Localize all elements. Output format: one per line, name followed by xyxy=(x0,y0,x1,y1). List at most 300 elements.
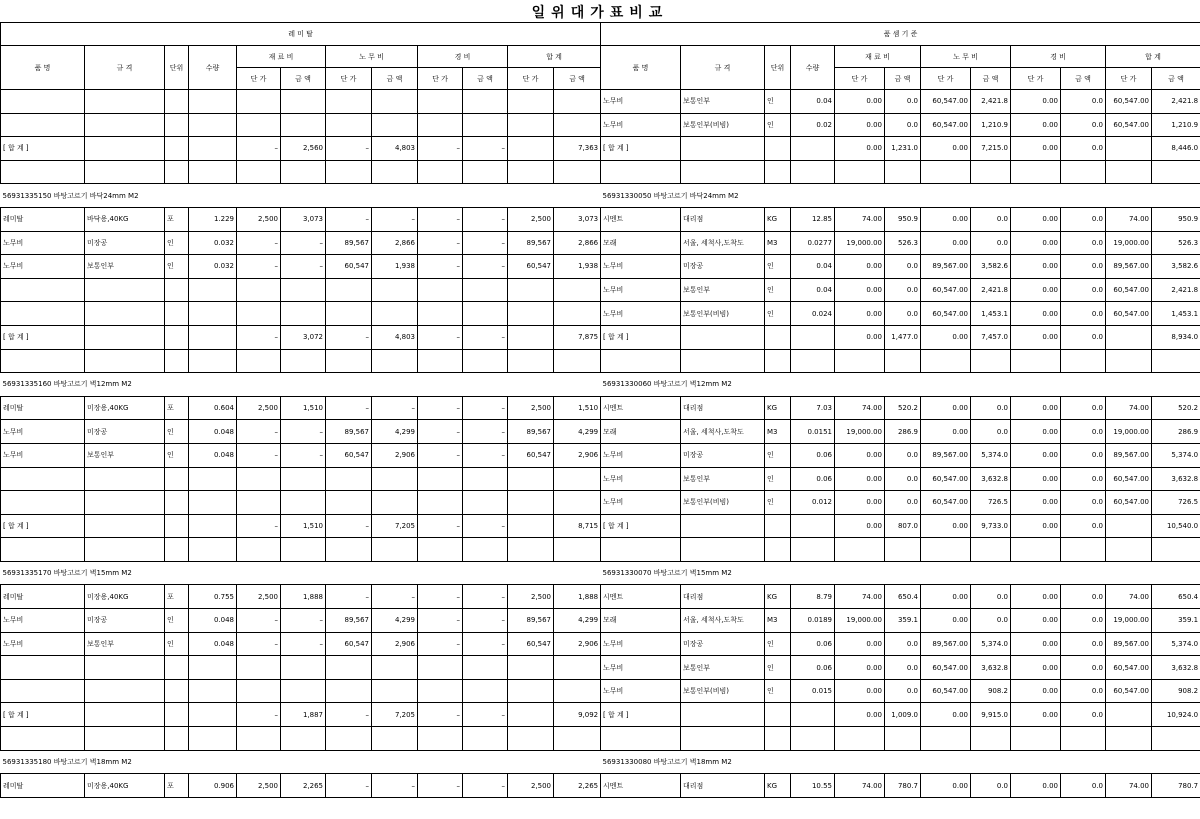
table-cell xyxy=(601,349,681,373)
table-cell: – xyxy=(463,396,508,420)
table-cell: 0.00 xyxy=(921,609,971,633)
table-cell: 보통인부 xyxy=(681,90,765,114)
table-cell: 1,888 xyxy=(554,585,601,609)
header-total: 합 계 xyxy=(1106,46,1200,68)
table-cell xyxy=(418,90,463,114)
table-cell: 2,421.8 xyxy=(1152,90,1200,114)
table-cell: 0.012 xyxy=(791,491,835,515)
table-cell: 10,540.0 xyxy=(1152,514,1200,538)
table-cell: 359.1 xyxy=(885,609,921,633)
table-row xyxy=(601,302,1200,326)
table-cell: 0.02 xyxy=(791,113,835,137)
table-cell: – xyxy=(463,514,508,538)
table-cell: 0.0 xyxy=(1061,491,1106,515)
table-cell: 0.00 xyxy=(1011,491,1061,515)
table-cell: 4,299 xyxy=(554,609,601,633)
table-cell: 노무비 xyxy=(601,443,681,467)
table-cell xyxy=(971,727,1011,751)
table-cell xyxy=(237,278,281,302)
table-cell: KG xyxy=(765,207,791,231)
table-cell xyxy=(418,656,463,680)
table-cell: [ 합 계 ] xyxy=(601,325,681,349)
table-cell: 0.00 xyxy=(921,325,971,349)
table-cell: 0.015 xyxy=(791,679,835,703)
table-cell xyxy=(463,656,508,680)
table-cell: 0.0 xyxy=(1061,113,1106,137)
table-cell xyxy=(1152,349,1200,373)
table-cell: [ 합 계 ] xyxy=(1,325,85,349)
table-cell: 대리점 xyxy=(681,774,765,798)
section-title: 56931330080 바탕고르기 벽18mm M2 xyxy=(601,750,1200,774)
table-cell: 2,265 xyxy=(554,774,601,798)
table-cell: 89,567.00 xyxy=(921,255,971,279)
table-cell: 노무비 xyxy=(601,467,681,491)
section-title: 56931335150 바탕고르기 바닥24mm M2 xyxy=(1,184,601,208)
header-unit: 단위 xyxy=(765,46,791,90)
table-cell xyxy=(189,727,237,751)
table-cell: – xyxy=(463,420,508,444)
table-cell xyxy=(281,679,326,703)
blank-row xyxy=(1,278,601,302)
table-cell: 7,205 xyxy=(372,703,418,727)
table-cell: 4,803 xyxy=(372,325,418,349)
table-cell: – xyxy=(281,420,326,444)
table-cell: 0.00 xyxy=(1011,774,1061,798)
table-cell: 60,547.00 xyxy=(1106,278,1152,302)
table-cell xyxy=(971,160,1011,184)
table-cell xyxy=(189,160,237,184)
table-cell xyxy=(921,727,971,751)
table-cell: 1,453.1 xyxy=(971,302,1011,326)
table-cell xyxy=(85,491,165,515)
table-cell: 60,547 xyxy=(508,632,554,656)
table-row xyxy=(601,443,1200,467)
header-unit-price: 단 가 xyxy=(418,68,463,90)
table-cell: 0.048 xyxy=(189,443,237,467)
table-cell: – xyxy=(326,774,372,798)
table-cell: 1,887 xyxy=(281,703,326,727)
table-cell xyxy=(554,656,601,680)
table-cell: [ 합 계 ] xyxy=(1,137,85,161)
subtotal-row xyxy=(601,514,1200,538)
table-cell: – xyxy=(418,207,463,231)
table-cell: 노무비 xyxy=(601,656,681,680)
table-cell: 8,715 xyxy=(554,514,601,538)
table-cell: 780.7 xyxy=(1152,774,1200,798)
table-cell xyxy=(1,656,85,680)
table-cell: 780.7 xyxy=(885,774,921,798)
table-cell xyxy=(372,349,418,373)
table-cell: 0.00 xyxy=(1011,443,1061,467)
table-cell: 2,906 xyxy=(554,443,601,467)
table-cell: 908.2 xyxy=(971,679,1011,703)
table-cell xyxy=(885,727,921,751)
table-cell: 89,567 xyxy=(508,420,554,444)
blank-row xyxy=(1,679,601,703)
table-cell: 74.00 xyxy=(835,396,885,420)
table-cell xyxy=(189,137,237,161)
table-cell: 미장공 xyxy=(681,255,765,279)
table-cell: 2,421.8 xyxy=(971,278,1011,302)
table-cell xyxy=(463,538,508,562)
table-cell xyxy=(885,160,921,184)
table-cell xyxy=(85,325,165,349)
table-cell: 0.00 xyxy=(1011,207,1061,231)
table-cell: 3,073 xyxy=(554,207,601,231)
table-cell xyxy=(1106,538,1152,562)
table-cell: 0.00 xyxy=(835,113,885,137)
table-cell: 인 xyxy=(765,632,791,656)
table-cell: 노무비 xyxy=(601,255,681,279)
table-cell xyxy=(681,703,765,727)
table-cell: 노무비 xyxy=(1,420,85,444)
table-cell xyxy=(237,727,281,751)
table-cell xyxy=(372,90,418,114)
blank-row xyxy=(601,538,1200,562)
table-cell xyxy=(885,349,921,373)
table-row xyxy=(1,231,601,255)
table-cell: 0.0 xyxy=(885,302,921,326)
table-row xyxy=(601,679,1200,703)
table-cell xyxy=(1106,160,1152,184)
table-cell xyxy=(508,302,554,326)
table-cell xyxy=(835,349,885,373)
table-cell: 노무비 xyxy=(601,632,681,656)
table-cell xyxy=(508,514,554,538)
table-cell xyxy=(326,302,372,326)
header-expense: 경 비 xyxy=(418,46,508,68)
table-cell xyxy=(281,349,326,373)
table-cell: 0.00 xyxy=(1011,302,1061,326)
table-cell: 4,299 xyxy=(554,420,601,444)
table-cell: 12.85 xyxy=(791,207,835,231)
table-cell: 89,567.00 xyxy=(1106,443,1152,467)
table-cell: 레미탈 xyxy=(1,207,85,231)
table-cell: – xyxy=(418,443,463,467)
table-cell xyxy=(1106,727,1152,751)
table-cell: 0.00 xyxy=(1011,467,1061,491)
table-cell: 60,547 xyxy=(508,255,554,279)
table-cell xyxy=(85,278,165,302)
table-cell: 89,567.00 xyxy=(1106,255,1152,279)
table-cell: 1,510 xyxy=(554,396,601,420)
table-cell: 서울, 세척사,도착도 xyxy=(681,609,765,633)
table-cell: 2,500 xyxy=(237,396,281,420)
table-cell xyxy=(508,467,554,491)
table-cell: – xyxy=(281,443,326,467)
table-cell: 미장용,40KG xyxy=(85,585,165,609)
header-labor: 노 무 비 xyxy=(921,46,1011,68)
table-cell: 2,866 xyxy=(372,231,418,255)
table-cell: 0.04 xyxy=(791,90,835,114)
table-cell: 0.0 xyxy=(1061,137,1106,161)
table-cell: 0.00 xyxy=(1011,278,1061,302)
table-cell: M3 xyxy=(765,231,791,255)
table-cell: 0.06 xyxy=(791,443,835,467)
table-cell: – xyxy=(237,255,281,279)
table-cell: 60,547.00 xyxy=(1106,679,1152,703)
table-cell: 보통인부 xyxy=(85,632,165,656)
table-cell: 4,299 xyxy=(372,609,418,633)
table-cell: – xyxy=(326,137,372,161)
table-cell xyxy=(165,514,189,538)
table-cell xyxy=(791,703,835,727)
table-cell xyxy=(326,349,372,373)
header-total: 합 계 xyxy=(508,46,601,68)
blank-row xyxy=(1,491,601,515)
table-cell xyxy=(326,656,372,680)
header-expense: 경 비 xyxy=(1011,46,1106,68)
table-cell: 0.00 xyxy=(835,137,885,161)
table-cell: 2,906 xyxy=(372,632,418,656)
table-row xyxy=(601,255,1200,279)
table-row xyxy=(1,396,601,420)
table-cell: 19,000.00 xyxy=(835,420,885,444)
table-cell: 3,632.8 xyxy=(971,467,1011,491)
table-cell: 89,567.00 xyxy=(1106,632,1152,656)
blank-row xyxy=(1,113,601,137)
table-cell: 19,000.00 xyxy=(1106,231,1152,255)
table-cell: 인 xyxy=(765,467,791,491)
table-cell: 89,567 xyxy=(508,231,554,255)
header-unit-price: 단 가 xyxy=(1011,68,1061,90)
section-header-row xyxy=(1,373,601,397)
table-cell: 보통인부(비빔) xyxy=(681,113,765,137)
header-unit: 단위 xyxy=(165,46,189,90)
table-cell: – xyxy=(418,632,463,656)
table-cell xyxy=(601,160,681,184)
table-cell xyxy=(508,160,554,184)
table-cell: 0.00 xyxy=(835,467,885,491)
table-cell: 2,560 xyxy=(281,137,326,161)
table-cell: 89,567.00 xyxy=(921,443,971,467)
table-cell: 0.00 xyxy=(835,255,885,279)
subtotal-row xyxy=(1,514,601,538)
table-cell: 0.00 xyxy=(1011,632,1061,656)
table-cell xyxy=(463,90,508,114)
header-amount: 금 액 xyxy=(372,68,418,90)
table-cell: 레미탈 xyxy=(1,396,85,420)
table-cell: – xyxy=(418,609,463,633)
table-cell xyxy=(189,656,237,680)
table-cell: – xyxy=(418,255,463,279)
table-cell: 5,374.0 xyxy=(1152,443,1200,467)
table-cell: 0.00 xyxy=(835,90,885,114)
table-cell: – xyxy=(326,207,372,231)
table-cell xyxy=(508,656,554,680)
table-cell: 0.00 xyxy=(1011,420,1061,444)
table-cell: 0.00 xyxy=(1011,514,1061,538)
table-cell xyxy=(326,160,372,184)
table-cell xyxy=(554,113,601,137)
table-cell: – xyxy=(418,774,463,798)
table-cell: 노무비 xyxy=(601,491,681,515)
table-cell xyxy=(237,302,281,326)
table-cell: – xyxy=(326,585,372,609)
table-cell xyxy=(418,467,463,491)
table-cell: – xyxy=(281,231,326,255)
table-cell xyxy=(681,137,765,161)
table-cell: 0.0 xyxy=(1061,231,1106,255)
section-header-row xyxy=(1,184,601,208)
table-cell: 0.0 xyxy=(971,609,1011,633)
table-row xyxy=(1,420,601,444)
table-cell: – xyxy=(463,255,508,279)
table-cell xyxy=(372,302,418,326)
table-cell: 2,866 xyxy=(554,231,601,255)
table-cell xyxy=(85,538,165,562)
table-cell: 0.0 xyxy=(1061,609,1106,633)
page-title: 일위대가표비교 xyxy=(531,5,669,21)
table-cell: 3,582.6 xyxy=(971,255,1011,279)
table-cell: 0.0 xyxy=(885,632,921,656)
table-cell xyxy=(281,467,326,491)
table-cell xyxy=(189,90,237,114)
table-cell: 10.55 xyxy=(791,774,835,798)
table-cell xyxy=(1106,349,1152,373)
table-cell xyxy=(681,727,765,751)
table-row xyxy=(601,774,1200,798)
table-cell: 9,915.0 xyxy=(971,703,1011,727)
table-cell xyxy=(372,538,418,562)
table-cell: 0.00 xyxy=(835,325,885,349)
table-cell: M3 xyxy=(765,609,791,633)
table-cell xyxy=(165,538,189,562)
table-cell: 60,547 xyxy=(326,443,372,467)
table-cell xyxy=(372,727,418,751)
table-cell: 0.00 xyxy=(835,679,885,703)
table-cell: 19,000.00 xyxy=(1106,420,1152,444)
header-name: 품 명 xyxy=(601,46,681,90)
table-cell: 미장공 xyxy=(85,420,165,444)
table-cell xyxy=(372,656,418,680)
table-cell xyxy=(508,538,554,562)
table-cell xyxy=(508,727,554,751)
section-header-row xyxy=(601,561,1200,585)
table-cell xyxy=(85,656,165,680)
table-cell: 0.0 xyxy=(885,491,921,515)
table-cell: 0.00 xyxy=(921,703,971,727)
table-cell: – xyxy=(372,774,418,798)
table-cell: 0.00 xyxy=(1011,113,1061,137)
table-cell: 0.0 xyxy=(1061,656,1106,680)
table-cell: 1,510 xyxy=(281,396,326,420)
table-cell: 인 xyxy=(765,90,791,114)
table-cell: – xyxy=(463,137,508,161)
table-cell xyxy=(554,302,601,326)
table-cell: 0.00 xyxy=(835,302,885,326)
table-cell: 0.0 xyxy=(1061,679,1106,703)
table-cell: 286.9 xyxy=(885,420,921,444)
table-cell xyxy=(326,113,372,137)
table-cell: 미장용,40KG xyxy=(85,396,165,420)
table-cell: 인 xyxy=(165,609,189,633)
table-cell: 4,803 xyxy=(372,137,418,161)
header-amount: 금 액 xyxy=(971,68,1011,90)
table-cell: 0.00 xyxy=(1011,585,1061,609)
table-cell: 0.00 xyxy=(921,207,971,231)
table-cell xyxy=(372,679,418,703)
table-cell xyxy=(1,302,85,326)
table-cell: 5,374.0 xyxy=(971,632,1011,656)
table-cell xyxy=(765,727,791,751)
table-row xyxy=(1,443,601,467)
table-cell xyxy=(1,491,85,515)
table-cell xyxy=(1106,325,1152,349)
blank-row xyxy=(601,349,1200,373)
table-cell xyxy=(765,160,791,184)
table-cell: – xyxy=(463,703,508,727)
table-cell xyxy=(681,349,765,373)
table-cell xyxy=(508,278,554,302)
table-cell: 모래 xyxy=(601,420,681,444)
table-cell: 포 xyxy=(165,207,189,231)
table-cell xyxy=(85,514,165,538)
header-name: 품 명 xyxy=(1,46,85,90)
table-cell xyxy=(189,538,237,562)
table-cell: 0.00 xyxy=(1011,396,1061,420)
table-cell: 89,567 xyxy=(326,609,372,633)
table-cell: 60,547.00 xyxy=(921,278,971,302)
table-cell: 2,500 xyxy=(508,585,554,609)
table-cell: 0.0 xyxy=(1061,396,1106,420)
table-cell: 대리점 xyxy=(681,396,765,420)
table-row xyxy=(601,90,1200,114)
table-cell: 1,210.9 xyxy=(971,113,1011,137)
table-cell: [ 합 계 ] xyxy=(1,703,85,727)
table-cell: 노무비 xyxy=(1,632,85,656)
table-cell: 인 xyxy=(765,679,791,703)
table-cell: 서울, 세척사,도착도 xyxy=(681,420,765,444)
table-cell xyxy=(189,113,237,137)
table-cell xyxy=(85,160,165,184)
table-cell xyxy=(1152,160,1200,184)
table-cell: 0.00 xyxy=(1011,609,1061,633)
table-cell xyxy=(165,679,189,703)
table-cell: 3,632.8 xyxy=(1152,467,1200,491)
table-cell xyxy=(165,467,189,491)
table-cell: 74.00 xyxy=(835,585,885,609)
table-cell xyxy=(165,137,189,161)
table-cell: 인 xyxy=(765,255,791,279)
table-cell: [ 합 계 ] xyxy=(601,514,681,538)
table-cell xyxy=(326,278,372,302)
section-header-row xyxy=(1,561,601,585)
table-cell: – xyxy=(237,137,281,161)
table-cell: – xyxy=(418,420,463,444)
table-cell xyxy=(508,703,554,727)
table-cell: 60,547.00 xyxy=(921,113,971,137)
table-cell: 보통인부(비빔) xyxy=(681,679,765,703)
table-cell: 시멘트 xyxy=(601,585,681,609)
table-cell: 0.00 xyxy=(921,396,971,420)
table-cell: 노무비 xyxy=(601,679,681,703)
table-cell: 0.0 xyxy=(1061,703,1106,727)
table-cell: 모래 xyxy=(601,609,681,633)
table-cell: KG xyxy=(765,585,791,609)
table-cell: – xyxy=(418,703,463,727)
table-cell: 2,421.8 xyxy=(971,90,1011,114)
table-cell xyxy=(463,467,508,491)
table-cell: 0.048 xyxy=(189,609,237,633)
table-cell: 0.0 xyxy=(1061,632,1106,656)
blank-row xyxy=(1,90,601,114)
remital-table xyxy=(0,22,601,798)
table-cell xyxy=(165,90,189,114)
table-cell xyxy=(281,491,326,515)
table-cell: – xyxy=(237,609,281,633)
table-cell: – xyxy=(463,774,508,798)
